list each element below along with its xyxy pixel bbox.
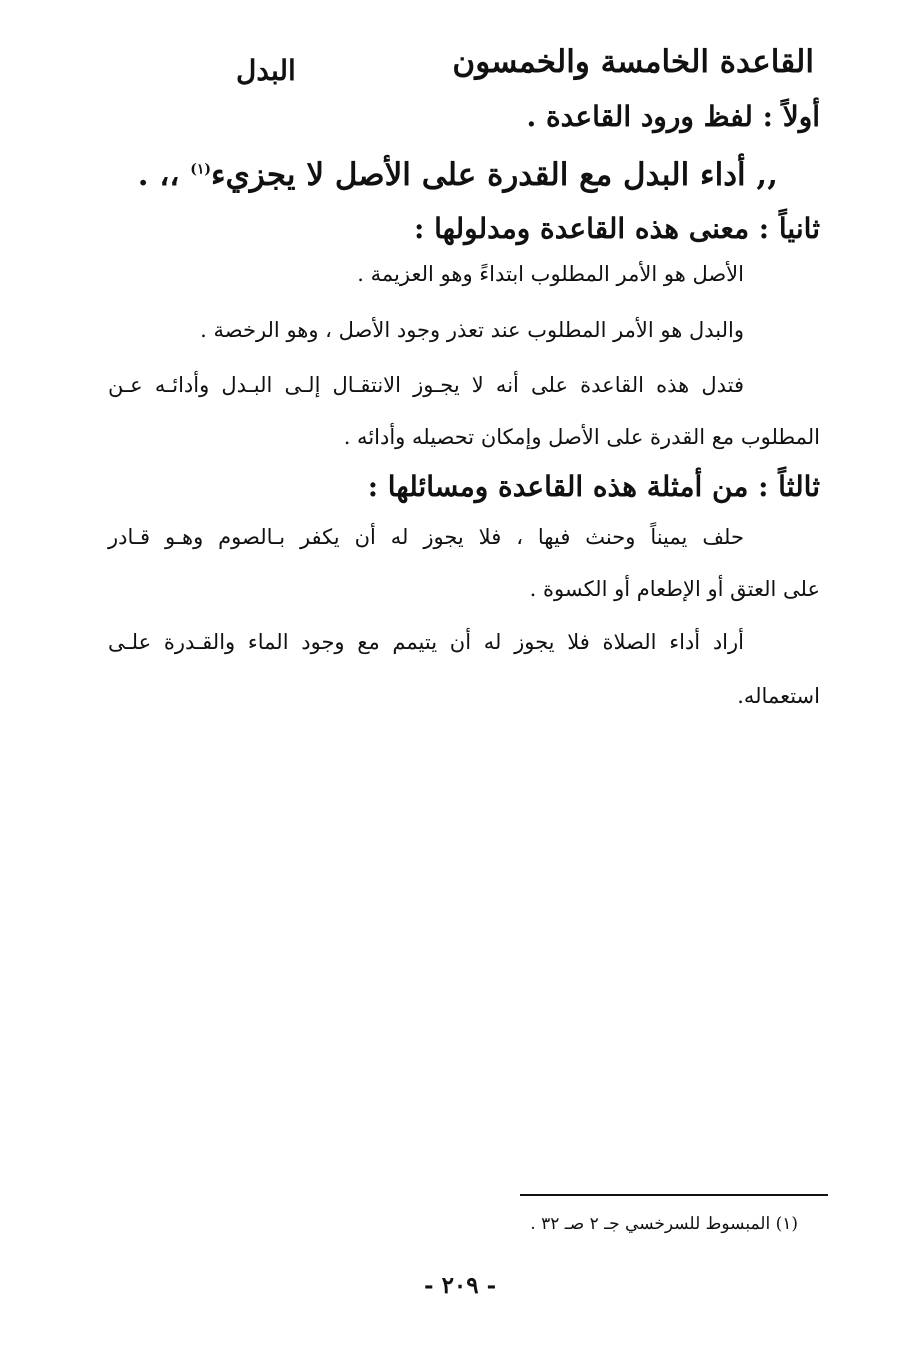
section-heading-examples: ثالثاً : من أمثلة هذه القاعدة ومسائلها : <box>367 470 820 503</box>
rule-quote <box>138 157 778 193</box>
page-number: - ٢٠٩ - <box>424 1272 497 1299</box>
paragraph-line: على العتق أو الإطعام أو الكسوة . <box>529 577 820 601</box>
footnote: (١) المبسوط للسرخسي جـ ٢ صـ ٣٢ . <box>530 1214 798 1234</box>
rule-title: القاعدة الخامسة والخمسون <box>452 44 814 80</box>
paragraph-line: المطلوب مع القدرة على الأصل وإمكان تحصيله وأدائه . <box>343 425 820 449</box>
rule-name: البدل <box>236 54 296 87</box>
paragraph-line: والبدل هو الأمر المطلوب عند تعذر وجود الأصل ، وهو الرخصة . <box>200 318 744 342</box>
paragraph-line: الأصل هو الأمر المطلوب ابتداءً وهو العزيمة . <box>357 262 744 286</box>
section-heading-wording: أولاً : لفظ ورود القاعدة . <box>526 100 820 133</box>
paragraph-line: استعماله. <box>737 684 820 708</box>
footnote-divider <box>520 1194 828 1196</box>
paragraph-line: حلف يميناً وحنث فيها ، فلا يجوز له أن يكفر بـالصوم وهـو قـادر <box>108 525 744 549</box>
rule-quote-text: ,, أداء البدل مع القدرة على الأصل لا يجزيء <box>210 157 778 193</box>
paragraph-line: فتدل هذه القاعدة على أنه لا يجـوز الانتقـال إلـى البـدل وأدائـه عـن <box>108 373 744 397</box>
section-heading-meaning: ثانياً : معنى هذه القاعدة ومدلولها : <box>414 212 820 245</box>
footnote-reference: (١) <box>190 161 211 178</box>
rule-quote-end: ،، . <box>137 157 191 193</box>
paragraph-line: أراد أداء الصلاة فلا يجوز له أن يتيمم مع وجود الماء والقـدرة علـى <box>108 630 744 654</box>
